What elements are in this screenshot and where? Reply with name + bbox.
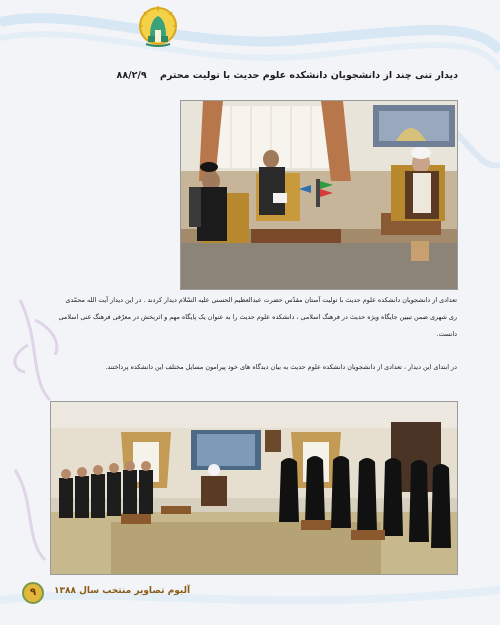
page-number: ۹ [22, 582, 44, 604]
meeting-photo-2 [51, 402, 457, 574]
paragraph-2: در ابتدای این دیدار ، تعدادی از دانشجویان دانشکده علوم حدیث به بیان دیدگاه های خود پیرامون مسایل مختلف این دانشکده پرداختند. [105, 363, 457, 371]
meeting-photo-1 [181, 101, 457, 289]
paragraph-1: تعدادی از دانشجویان دانشکده علوم حدیث با تولیت آستان مقدّس حضرت عبدالعظیم الحسنی علیه السّلام دیدار کردند . در این دیدار آیت الله محمّدی ری شهری ضمن تبیین جایگاه ویژه حدیث در فرهنگ اسلامی ، دانشکده علوم حدیث را به عنوان یک پایگاه مهم و اثربخش در معرّفی فرهنگ غنی اسلامی دانست. [58, 296, 457, 338]
page-title [38, 70, 458, 81]
title-date: ۸۸/۲/۹ [116, 70, 147, 81]
shrine-logo [138, 6, 178, 50]
title-text: دیدار تنی چند از دانشجویان دانشکده علوم حدیث با تولیت محترم [159, 70, 458, 81]
footer [22, 580, 252, 610]
album-title: آلبوم تصاویر منتخب سال ۱۳۸۸ [54, 586, 191, 596]
